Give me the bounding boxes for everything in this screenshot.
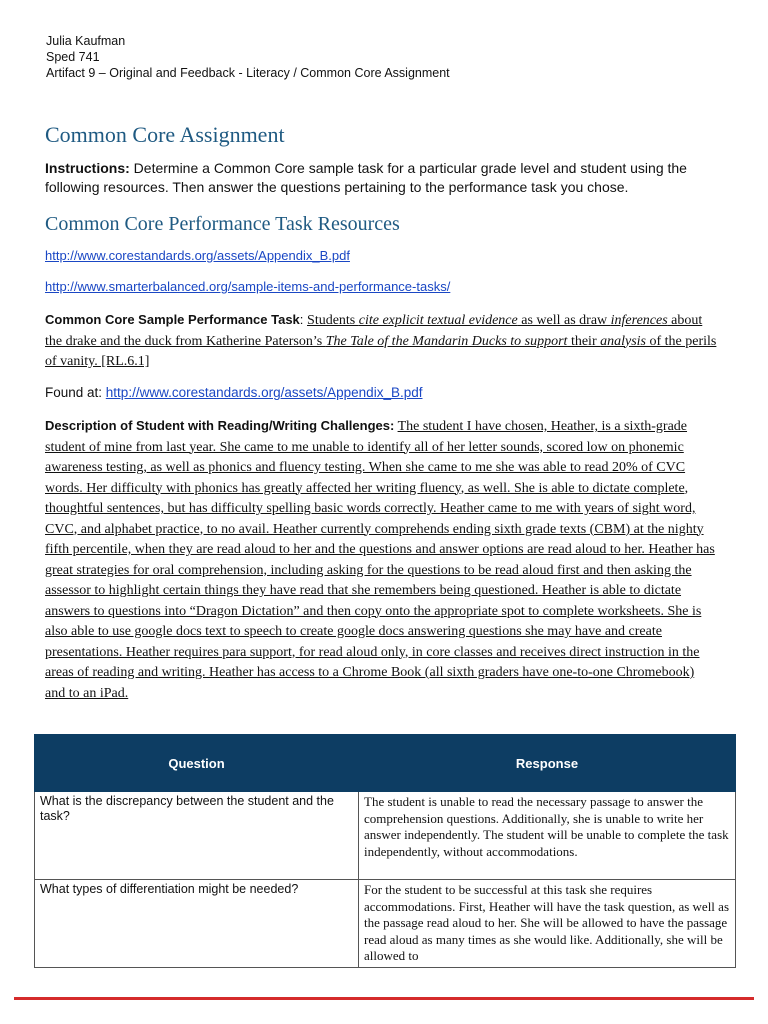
task-text-part: of the perils of vanity. [RL.6.1] — [45, 333, 717, 369]
response-cell: For the student to be successful at this task she requires accommodations. First, Heather will have the task question, as well as the passage read aloud to her. She will be allowed to have the passage read aloud as many times as she would like. Additionally, she will be allowed to — [359, 880, 736, 968]
sample-task-paragraph — [45, 310, 717, 373]
footer-divider — [14, 997, 754, 1000]
table-row — [35, 880, 736, 968]
document-header — [46, 33, 450, 81]
question-cell: What types of differentiation might be needed? — [35, 880, 359, 968]
task-text-part: their — [567, 333, 601, 349]
found-at-line — [45, 385, 422, 400]
student-description-label: Description of Student with Reading/Writing Challenges: — [45, 418, 395, 433]
response-cell: The student is unable to read the necessary passage to answer the comprehension questions. Additionally, she is unable to write her answer independently. The student will be unable to complete the task independently, without accommodations. — [359, 792, 736, 880]
artifact-title: Artifact 9 – Original and Feedback - Literacy / Common Core Assignment — [46, 66, 450, 80]
question-column-header: Question — [35, 735, 359, 792]
sample-task-colon: : — [299, 312, 308, 327]
resources-heading: Common Core Performance Task Resources — [45, 213, 400, 235]
course-name: Sped 741 — [46, 50, 100, 64]
task-text-part: Students — [307, 313, 359, 328]
instructions-label: Instructions: — [45, 160, 130, 176]
task-text-part: about the drake and the duck from Katherine Paterson’s — [45, 313, 703, 349]
task-text-italic: The Tale of the Mandarin Ducks to support — [325, 333, 568, 349]
task-text-part: as well as draw — [517, 313, 611, 328]
response-column-header: Response — [359, 735, 736, 792]
table-header-row — [35, 735, 736, 792]
student-description-text: The student I have chosen, Heather, is a sixth-grade student of mine from last year. She came to me unable to identify all of her letter sounds, scored low on phonemic awareness testing, as well as phonics and fluency testing. When she came to me she was able to read 20% of CVC words. Her difficulty with phonics has greatly affected her writing fluency, as well. She is able to dictate complete, thoughtful sentences, but has difficulty spelling basic words correctly. Heather came to me with years of sight word, CVC, and alphabet practice, to no avail. Heather currently comprehends ending sixth grade texts (CBM) at the nighty fifth percentile, when they are read aloud to her and the questions and answer options are read aloud to her. Heather has great strategies for oral comprehension, including asking for the questions to be read aloud first and then asking the assessor to highlight certain things they have read that she remembers being questioned. Heather is able to dictate answers to questions into “Dragon Dictation” and then copy onto the appropriate spot to complete worksheets. She is also able to use google docs text to speech to create google docs answering questions she may have and create presentations. Heather requires para support, for read aloud only, in core classes and receives direct instruction in the areas of reading and writing. Heather has access to a Chrome Book (all sixth graders have one-to-one Chromebook) and to an iPad. — [45, 419, 715, 701]
appendix-b-link[interactable]: http://www.corestandards.org/assets/Appendix_B.pdf — [45, 248, 350, 263]
found-at-label: Found at: — [45, 385, 106, 400]
student-description-paragraph — [45, 416, 717, 704]
question-cell: What is the discrepancy between the student and the task? — [35, 792, 359, 880]
sample-task-label: Common Core Sample Performance Task — [45, 312, 300, 327]
task-text-italic: cite explicit textual evidence — [358, 313, 518, 328]
instructions-paragraph — [45, 159, 735, 197]
instructions-text: Determine a Common Core sample task for a particular grade level and student using the following resources. Then answer the questions pertaining to the performance task you chose. — [45, 160, 687, 195]
page-title: Common Core Assignment — [45, 122, 285, 147]
table-row — [35, 792, 736, 880]
task-text-italic: inferences — [610, 313, 668, 328]
found-at-link[interactable]: http://www.corestandards.org/assets/Appendix_B.pdf — [105, 385, 423, 400]
smarter-balanced-link[interactable]: http://www.smarterbalanced.org/sample-items-and-performance-tasks/ — [45, 279, 451, 294]
task-text-italic: analysis — [600, 333, 646, 349]
author-name: Julia Kaufman — [46, 34, 126, 48]
question-response-table — [34, 734, 736, 968]
